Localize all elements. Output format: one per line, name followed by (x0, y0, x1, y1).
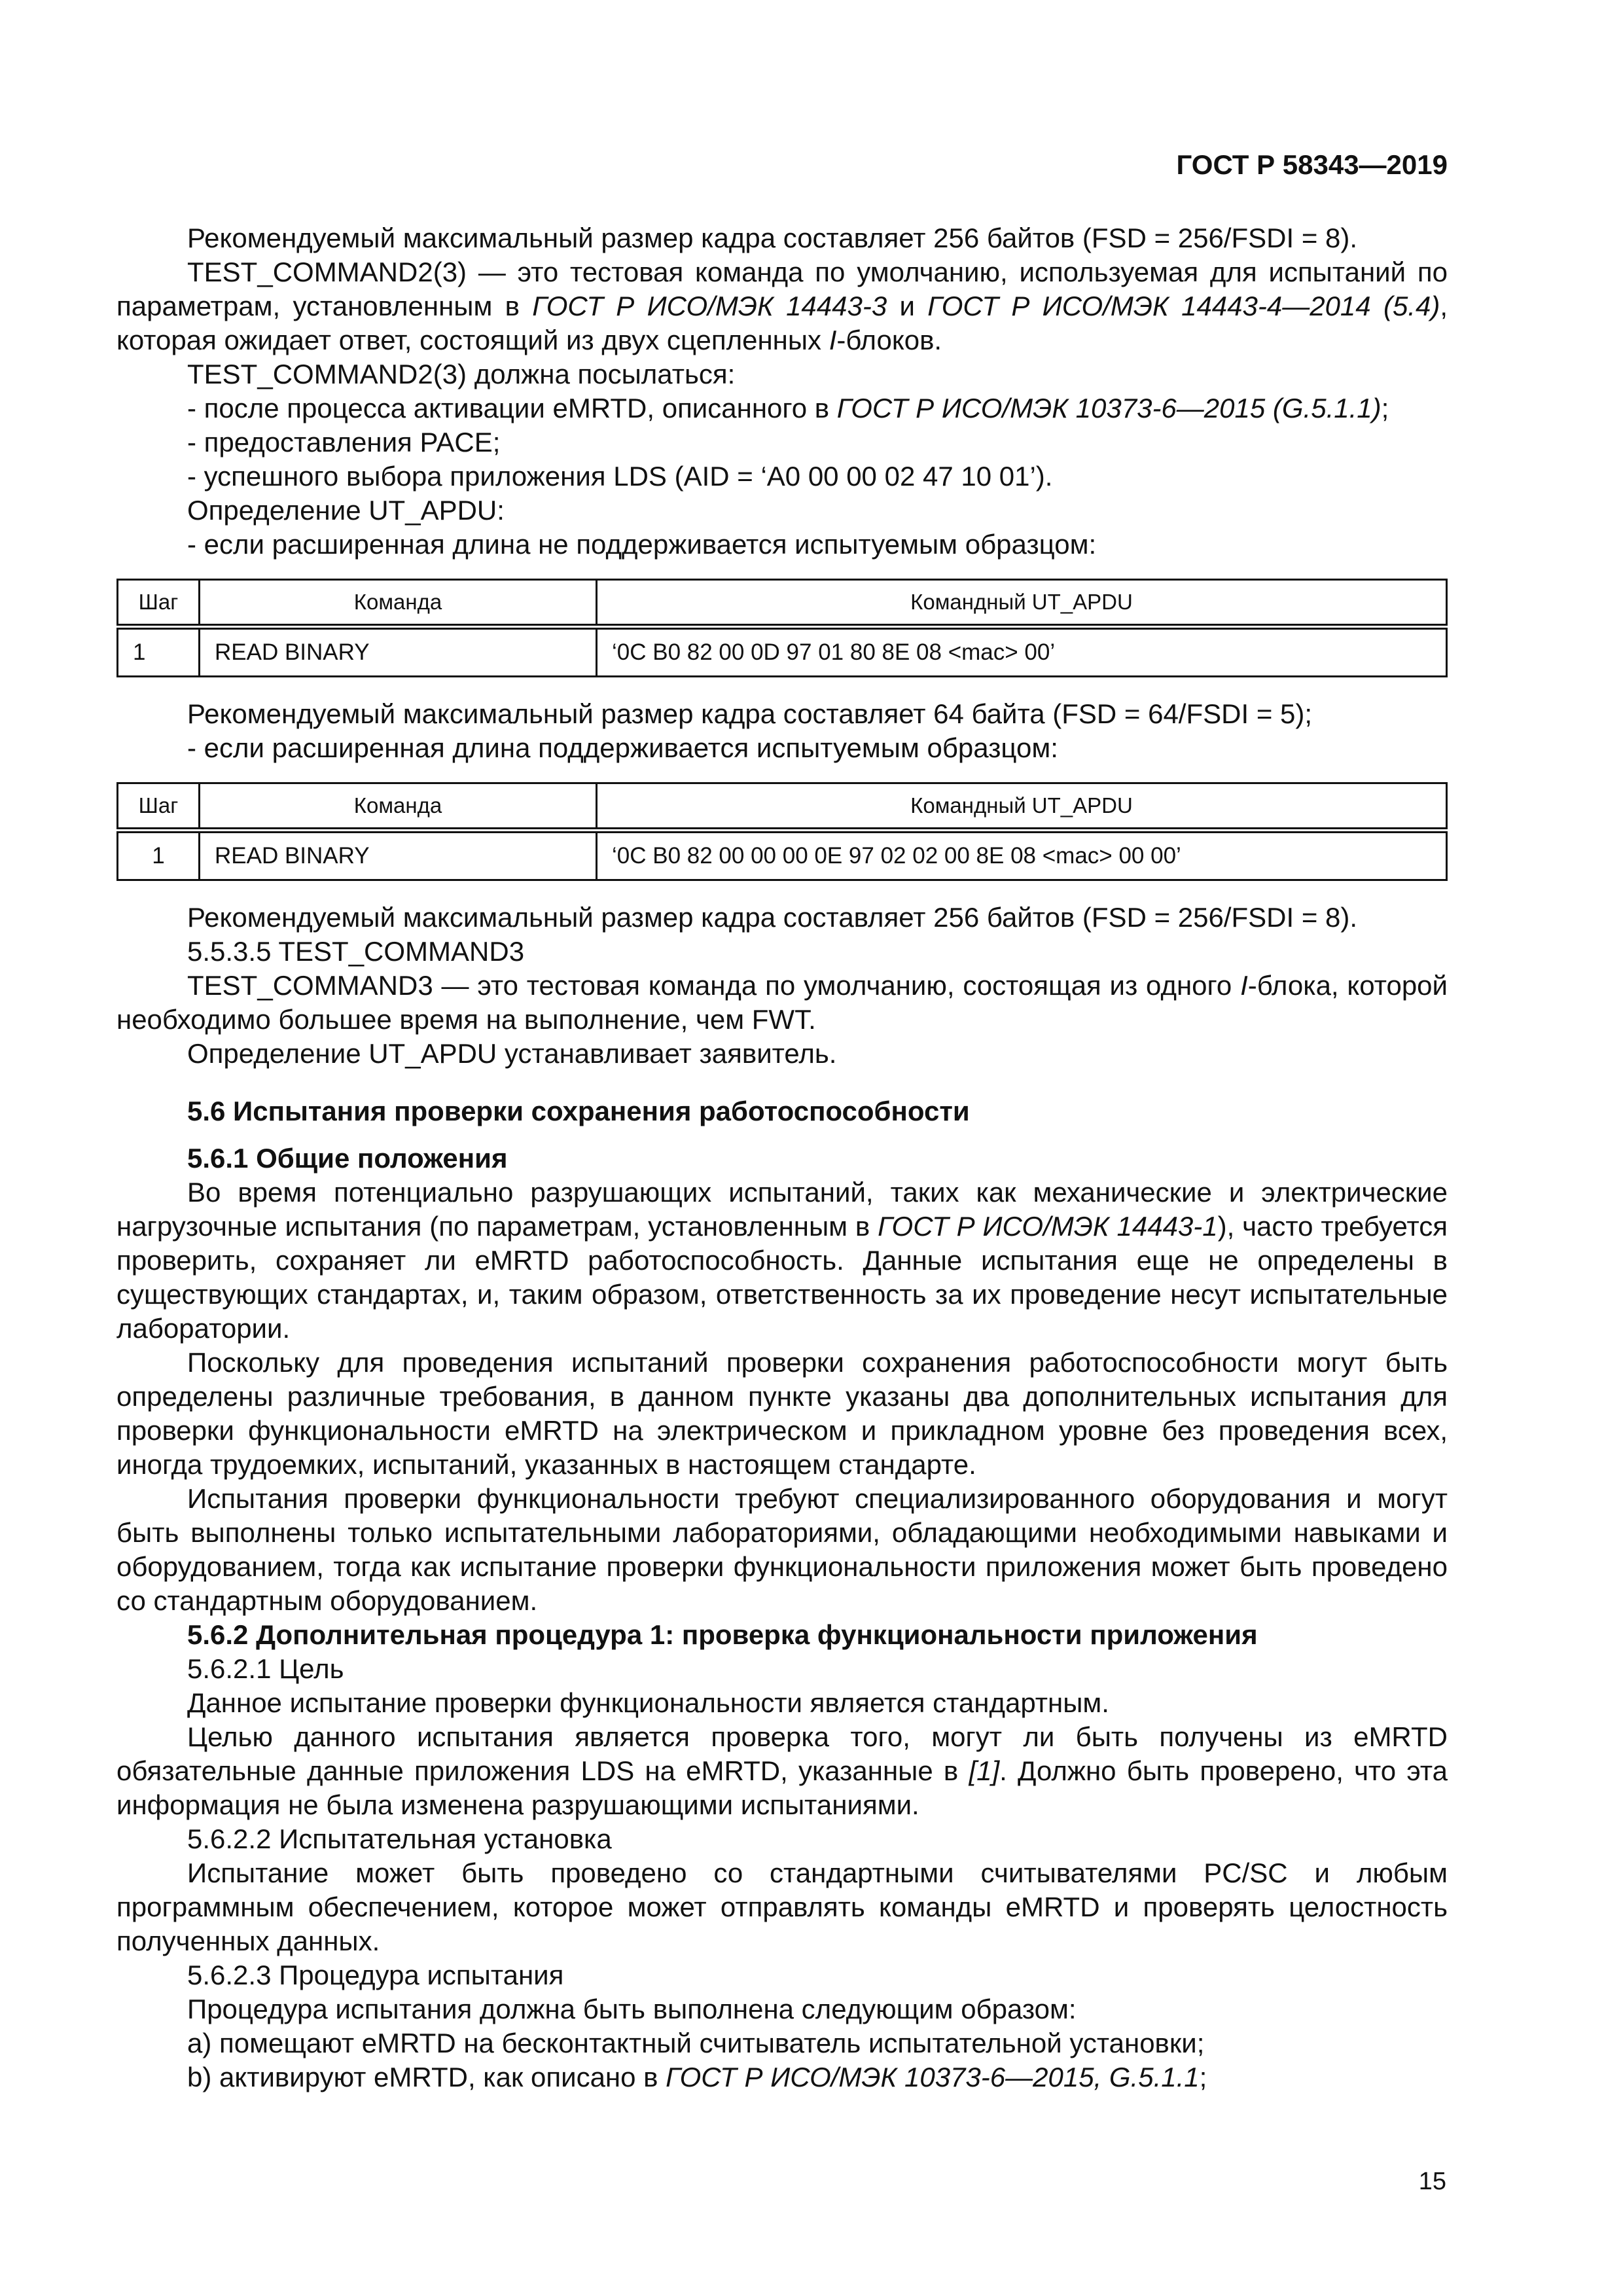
standard-reference: ГОСТ Р ИСО/МЭК 14443-1 (878, 1211, 1218, 1242)
paragraph: Рекомендуемый максимальный размер кадра составляет 256 байтов (FSD = 256/FSDI = 8). (187, 902, 1358, 933)
paragraph: Испытания проверки функциональности требуют специализированного оборудования и могут быть выполнены только испытательными лабораториями, обладающими необходимыми навыками и оборудованием, тогда как испытание проверки функциональности приложения может быть проведено со стандартным оборудованием. (116, 1483, 1448, 1616)
page-number: 15 (1418, 2168, 1446, 2195)
table-header-cell: Командный UT_APDU (597, 580, 1447, 627)
list-item: - если расширенная длина не поддерживается испытуемым образцом: (187, 529, 1097, 560)
table-header-cell: Команда (200, 580, 597, 627)
paragraph: Данное испытание проверки функциональности является стандартным. (187, 1687, 1109, 1718)
list-item: b) активируют eMRTD, как описано в ГОСТ Р ИСО/МЭК 10373-6—2015, G.5.1.1; (187, 2062, 1207, 2092)
page-content (116, 221, 1448, 2094)
subsection-heading: 5.6.2 Дополнительная процедура 1: проверка функциональности приложения (187, 1619, 1258, 1650)
paragraph: Поскольку для проведения испытаний проверки сохранения работоспособности могут быть определены различные требования, в данном пункте указаны два дополнительных испытания для проверки функциональности eMRTD на электрическом и прикладном уровне без проведения всех, иногда трудоемких, испытаний, указанных в настоящем стандарте. (116, 1347, 1448, 1480)
table-header-row (118, 580, 1447, 627)
bibliography-reference: [1] (969, 1755, 1000, 1786)
standard-header: ГОСТ Р 58343—2019 (1176, 149, 1448, 180)
table-header-cell: Шаг (118, 580, 200, 627)
subsection-number: 5.5.3.5 TEST_COMMAND3 (187, 936, 525, 967)
table-header-cell: Шаг (118, 783, 200, 831)
table-header-cell: Командный UT_APDU (597, 783, 1447, 831)
subsection-number: 5.6.2.1 Цель (187, 1653, 344, 1684)
standard-reference: ГОСТ Р ИСО/МЭК 10373-6—2015 (G.5.1.1) (836, 393, 1382, 423)
list-item: - если расширенная длина поддерживается испытуемым образцом: (187, 732, 1058, 763)
standard-reference: ГОСТ Р ИСО/МЭК 10373-6—2015, G.5.1.1 (666, 2062, 1200, 2092)
table-row (118, 627, 1447, 677)
subsection-number: 5.6.2.3 Процедура испытания (187, 1960, 564, 1990)
paragraph: Во время потенциально разрушающих испытаний, таких как механические и электрические нагрузочные испытания (по параметрам, установленным в ГОСТ Р ИСО/МЭК 14443-1), часто требуется проверить, сохраняет ли eMRTD работоспособность. Данные испытания еще не определены в существующих стандартах, и, таким образом, ответственность за их проведение несут испытательные лаборатории. (116, 1177, 1448, 1344)
standard-reference: ГОСТ Р ИСО/МЭК 14443-3 (532, 291, 887, 321)
subsection-number: 5.6.2.2 Испытательная установка (187, 1823, 612, 1854)
apdu-table-1 (116, 579, 1448, 677)
paragraph: Рекомендуемый максимальный размер кадра составляет 256 байтов (FSD = 256/FSDI = 8). (187, 223, 1358, 253)
paragraph: TEST_COMMAND3 — это тестовая команда по умолчанию, состоящая из одного I-блока, которой необходимо большее время на выполнение, чем FWT. (116, 970, 1448, 1035)
table-header-cell: Команда (200, 783, 597, 831)
subsection-heading: 5.6.1 Общие положения (187, 1143, 508, 1174)
section-heading: 5.6 Испытания проверки сохранения работоспособности (187, 1096, 970, 1126)
paragraph: Целью данного испытания является проверка того, могут ли быть получены из eMRTD обязательные данные приложения LDS на eMRTD, указанные в [1]. Должно быть проверено, что эта информация не была изменена разрушающими испытаниями. (116, 1721, 1448, 1820)
table-cell: 1 (118, 831, 200, 880)
apdu-table-2 (116, 782, 1448, 881)
table-header-row (118, 783, 1447, 831)
table-cell: ‘0C B0 82 00 0D 97 01 80 8E 08 <mac> 00’ (597, 627, 1447, 677)
table-row (118, 831, 1447, 880)
paragraph: Процедура испытания должна быть выполнена следующим образом: (187, 1994, 1077, 2024)
table-cell: READ BINARY (200, 831, 597, 880)
list-item: - предоставления PACE; (187, 427, 501, 457)
list-item: - успешного выбора приложения LDS (AID = ‘A0 00 00 02 47 10 01’). (187, 461, 1053, 492)
paragraph: Испытание может быть проведено со стандартными считывателями PC/SC и любым программным обеспечением, которое может отправлять команды eMRTD и проверять целостность полученных данных. (116, 1857, 1448, 1956)
list-item: - после процесса активации eMRTD, описанного в ГОСТ Р ИСО/МЭК 10373-6—2015 (G.5.1.1); (187, 393, 1389, 423)
paragraph: Определение UT_APDU: (187, 495, 505, 526)
table-cell: ‘0C B0 82 00 00 00 0E 97 02 02 00 8E 08 <mac> 00 00’ (597, 831, 1447, 880)
paragraph: TEST_COMMAND2(3) — это тестовая команда по умолчанию, используемая для испытаний по параметрам, установленным в ГОСТ Р ИСО/МЭК 14443-3 и ГОСТ Р ИСО/МЭК 14443-4—2014 (5.4), которая ожидает ответ, состоящий из двух сцепленных I-блоков. (116, 257, 1448, 355)
paragraph: TEST_COMMAND2(3) должна посылаться: (187, 359, 736, 389)
table-cell: READ BINARY (200, 627, 597, 677)
list-item: a) помещают eMRTD на бесконтактный считыватель испытательной установки; (187, 2028, 1205, 2058)
paragraph: Рекомендуемый максимальный размер кадра составляет 64 байта (FSD = 64/FSDI = 5); (187, 698, 1313, 729)
standard-reference: ГОСТ Р ИСО/МЭК 14443-4—2014 (5.4) (927, 291, 1440, 321)
table-cell: 1 (118, 627, 200, 677)
paragraph: Определение UT_APDU устанавливает заявитель. (187, 1038, 837, 1069)
